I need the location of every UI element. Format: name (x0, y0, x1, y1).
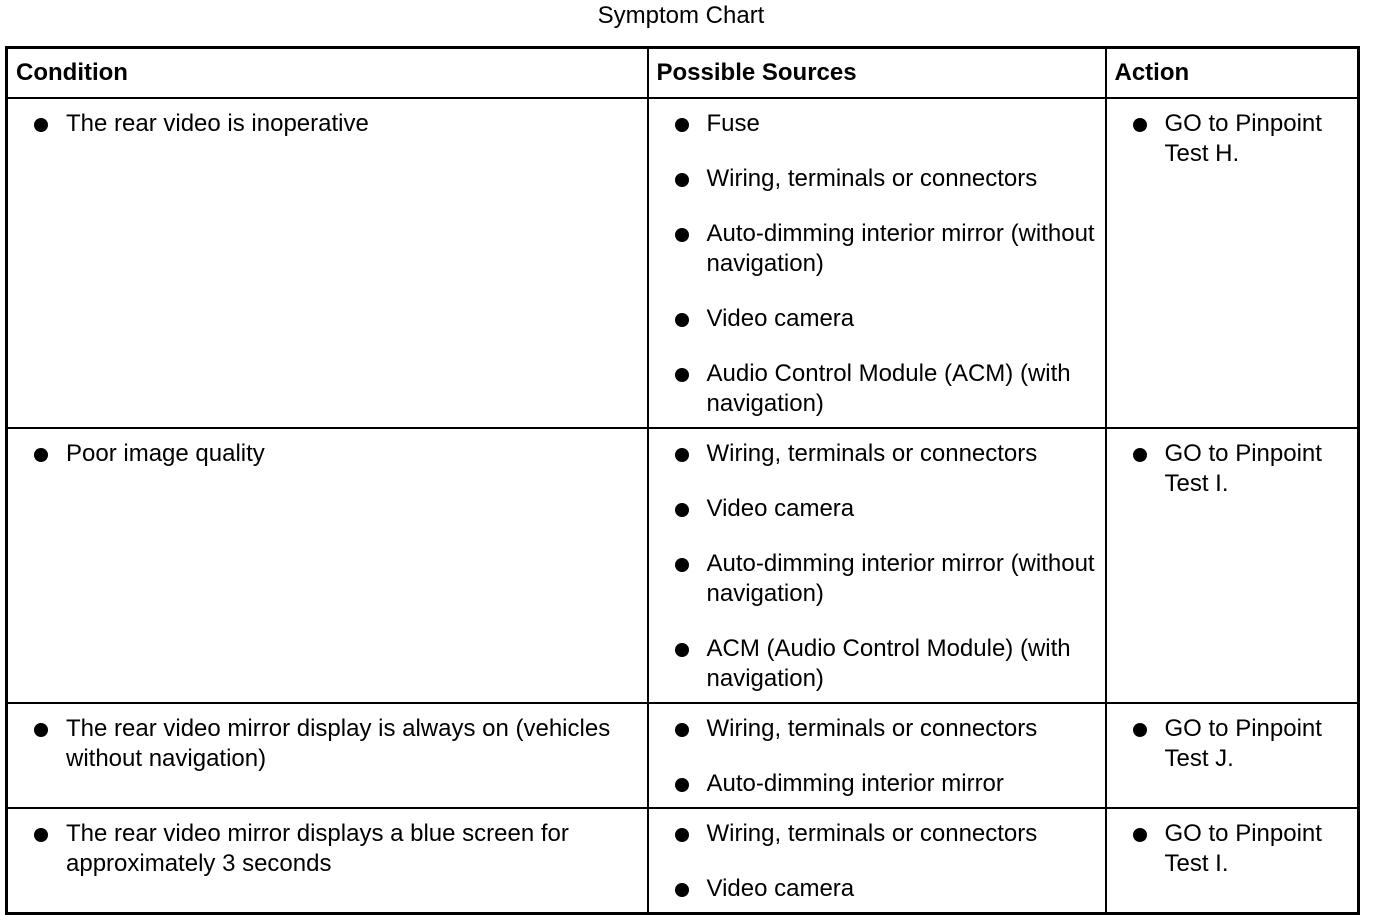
table-row (7, 703, 1359, 808)
list-item (8, 714, 639, 774)
bullet-icon (675, 173, 689, 187)
condition-text: The rear video mirror display is always on (vehicles without navigation) (66, 715, 611, 772)
list-item (1107, 109, 1350, 169)
condition-text: The rear video mirror displays a blue screen for approximately 3 seconds (66, 820, 569, 877)
source-text: Wiring, terminals or connectors (706, 715, 1038, 742)
action-text: GO to Pinpoint Test I. (1164, 820, 1322, 877)
bullet-icon (675, 643, 689, 657)
table-row (7, 428, 1359, 703)
source-text: Video camera (706, 305, 855, 332)
bullet-icon (1133, 448, 1147, 462)
list-item (649, 714, 1097, 744)
action-text: GO to Pinpoint Test I. (1164, 440, 1322, 497)
source-text: Auto-dimming interior mirror (706, 770, 1004, 797)
source-text: Wiring, terminals or connectors (706, 820, 1038, 847)
list-item (649, 494, 1097, 524)
source-text: Fuse (706, 110, 760, 137)
bullet-icon (675, 723, 689, 737)
sources-cell (648, 428, 1106, 703)
list-item (649, 164, 1097, 194)
list-item (649, 819, 1097, 849)
source-text: Auto-dimming interior mirror (without navigation) (706, 220, 1095, 277)
chart-title: Symptom Chart (597, 2, 765, 29)
action-cell (1106, 808, 1359, 914)
bullet-icon (675, 448, 689, 462)
table-row (7, 98, 1359, 428)
table-row (7, 808, 1359, 914)
list-item (649, 304, 1097, 334)
condition-cell (7, 703, 648, 808)
bullet-icon (1133, 118, 1147, 132)
list-item (649, 634, 1097, 694)
source-text: Wiring, terminals or connectors (706, 440, 1038, 467)
condition-text: Poor image quality (66, 440, 265, 467)
source-text: Wiring, terminals or connectors (706, 165, 1038, 192)
list-item (649, 109, 1097, 139)
list-item (649, 549, 1097, 609)
bullet-icon (34, 723, 48, 737)
condition-cell (7, 98, 648, 428)
action-cell (1106, 98, 1359, 428)
action-text: GO to Pinpoint Test J. (1164, 715, 1322, 772)
list-item (649, 359, 1097, 419)
condition-cell (7, 808, 648, 914)
bullet-icon (675, 313, 689, 327)
sources-cell (648, 703, 1106, 808)
list-item (649, 439, 1097, 469)
header-row (7, 48, 1359, 99)
list-item (649, 874, 1097, 904)
list-item (649, 769, 1097, 799)
source-text: Video camera (706, 875, 855, 902)
bullet-icon (675, 883, 689, 897)
sources-cell (648, 808, 1106, 914)
bullet-icon (675, 503, 689, 517)
bullet-icon (34, 828, 48, 842)
list-item (8, 439, 639, 469)
header-possible-sources: Possible Sources (648, 48, 1106, 99)
bullet-icon (675, 778, 689, 792)
list-item (1107, 439, 1350, 499)
header-action: Action (1106, 48, 1359, 99)
bullet-icon (34, 448, 48, 462)
list-item (649, 219, 1097, 279)
bullet-icon (34, 118, 48, 132)
bullet-icon (675, 118, 689, 132)
bullet-icon (1133, 723, 1147, 737)
bullet-icon (675, 228, 689, 242)
source-text: Auto-dimming interior mirror (without navigation) (706, 550, 1095, 607)
bullet-icon (1133, 828, 1147, 842)
bullet-icon (675, 368, 689, 382)
action-cell (1106, 428, 1359, 703)
condition-text: The rear video is inoperative (66, 110, 369, 137)
source-text: Video camera (706, 495, 855, 522)
bullet-icon (675, 828, 689, 842)
list-item (8, 109, 639, 139)
list-item (8, 819, 639, 879)
condition-cell (7, 428, 648, 703)
symptom-table (5, 46, 1360, 915)
action-text: GO to Pinpoint Test H. (1164, 110, 1322, 167)
source-text: ACM (Audio Control Module) (with navigation) (706, 635, 1071, 692)
header-condition: Condition (7, 48, 648, 99)
source-text: Audio Control Module (ACM) (with navigation) (706, 360, 1071, 417)
list-item (1107, 714, 1350, 774)
sources-cell (648, 98, 1106, 428)
bullet-icon (675, 558, 689, 572)
action-cell (1106, 703, 1359, 808)
list-item (1107, 819, 1350, 879)
